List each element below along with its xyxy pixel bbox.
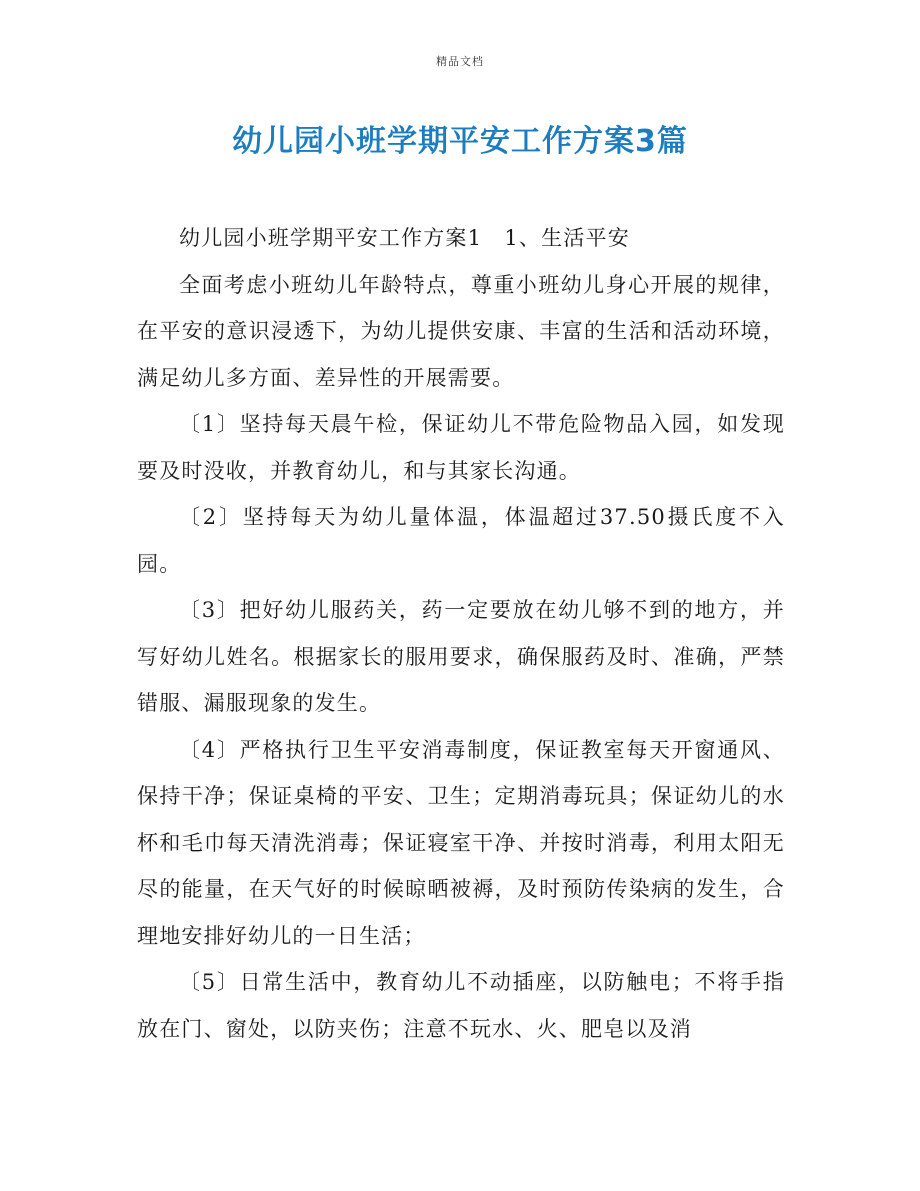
paragraph-item-5: 〔5〕日常生活中，教育幼儿不动插座，以防触电；不将手指放在门、窗处，以防夹伤；注意不玩水、火、肥皂以及消	[137, 970, 785, 1041]
paragraph-item-4: 〔4〕严格执行卫生平安消毒制度，保证教室每天开窗通风、保持干净；保证桌椅的平安、卫生；定期消毒玩具；保证幼儿的水杯和毛巾每天清洗消毒；保证寝室干净、并按时消毒，利用太阳无尽的能量，在天气好的时候晾晒被褥，及时预防传染病的发生，合理地安排好幼儿的一日生活；	[137, 737, 785, 948]
document-body	[137, 215, 785, 1052]
header-label: 精品文档	[436, 55, 484, 68]
paragraph-section-heading: 幼儿园小班学期平安工作方案1 1、生活平安	[179, 226, 630, 250]
paragraph-item-2: 〔2〕坚持每天为幼儿量体温，体温超过37.50摄氏度不入园。	[137, 505, 785, 576]
paragraph-intro: 全面考虑小班幼儿年龄特点，尊重小班幼儿身心开展的规律，在平安的意识浸透下，为幼儿提供安康、丰富的生活和活动环境，满足幼儿多方面、差异性的开展需要。	[137, 272, 785, 390]
paragraph-item-1: 〔1〕坚持每天晨午检，保证幼儿不带危险物品入园，如发现要及时没收，并教育幼儿，和与其家长沟通。	[137, 412, 785, 483]
paragraph-item-3: 〔3〕把好幼儿服药关，药一定要放在幼儿够不到的地方，并写好幼儿姓名。根据家长的服用要求，确保服药及时、准确，严禁错服、漏服现象的发生。	[137, 598, 785, 715]
document-title: 幼儿园小班学期平安工作方案3篇	[232, 124, 688, 159]
